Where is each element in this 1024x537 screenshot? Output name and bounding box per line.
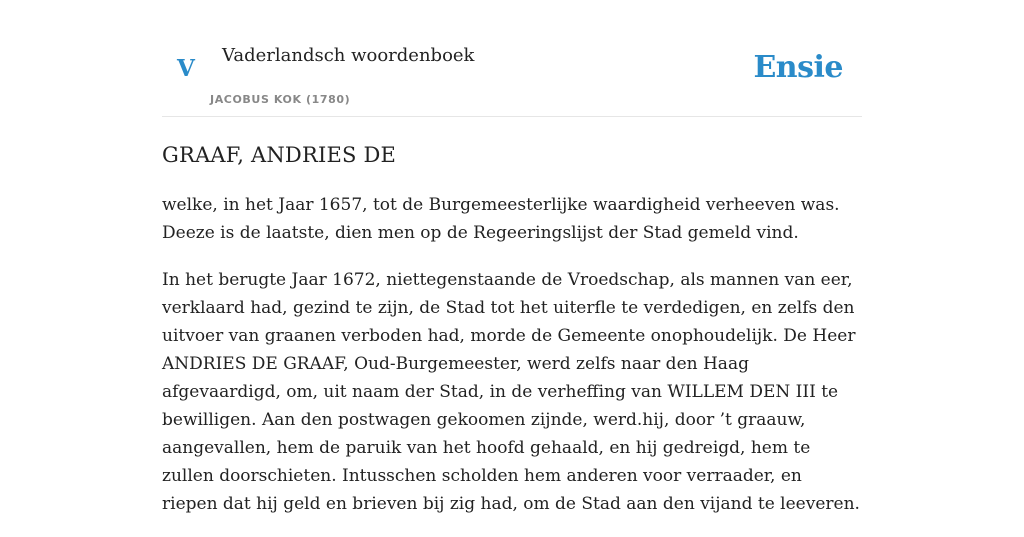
- book-author: JACOBUS KOK (1780): [210, 93, 351, 106]
- page: [162, 0, 862, 537]
- entry-paragraph: In het berugte Jaar 1672, niettegenstaande de Vroedschap, als mannen van eer, verklaard had, gezind te zijn, de Stad tot het uiterfle te verdedigen, en zelfs den uitvoer van graanen verboden had, morde de Gemeente onophoudelijk. De Heer ANDRIES DE GRAAF, Oud-Burgemeester, werd zelfs naar den Haag afgevaardigd, om, uit naam der Stad, in de verheffing van WILLEM DEN III te bewilligen. Aan den postwagen gekoomen zijnde, werd.hij, door ’t graauw, aangevallen, hem de paruik van het hoofd gehaald, en hij gedreigd, hem te zullen doorschieten. Intusschen scholden hem anderen voor verraader, en riepen dat hij geld en brieven bij zig had, om de Stad aan den vijand te leeveren.: [162, 270, 860, 514]
- book-header: [162, 0, 862, 117]
- book-title-link[interactable]: Vaderlandsch woordenboek: [222, 45, 475, 66]
- entry-title: GRAAF, ANDRIES DE: [162, 143, 397, 167]
- letter-index-link[interactable]: V: [177, 55, 195, 82]
- entry-body: [162, 191, 862, 518]
- ensie-logo-link[interactable]: Ensie: [753, 50, 843, 85]
- entry-paragraph: welke, in het Jaar 1657, tot de Burgemeesterlijke waardigheid verheeven was. Deeze is de laatste, dien men op de Regeeringslijst der Stad gemeld vind.: [162, 195, 840, 243]
